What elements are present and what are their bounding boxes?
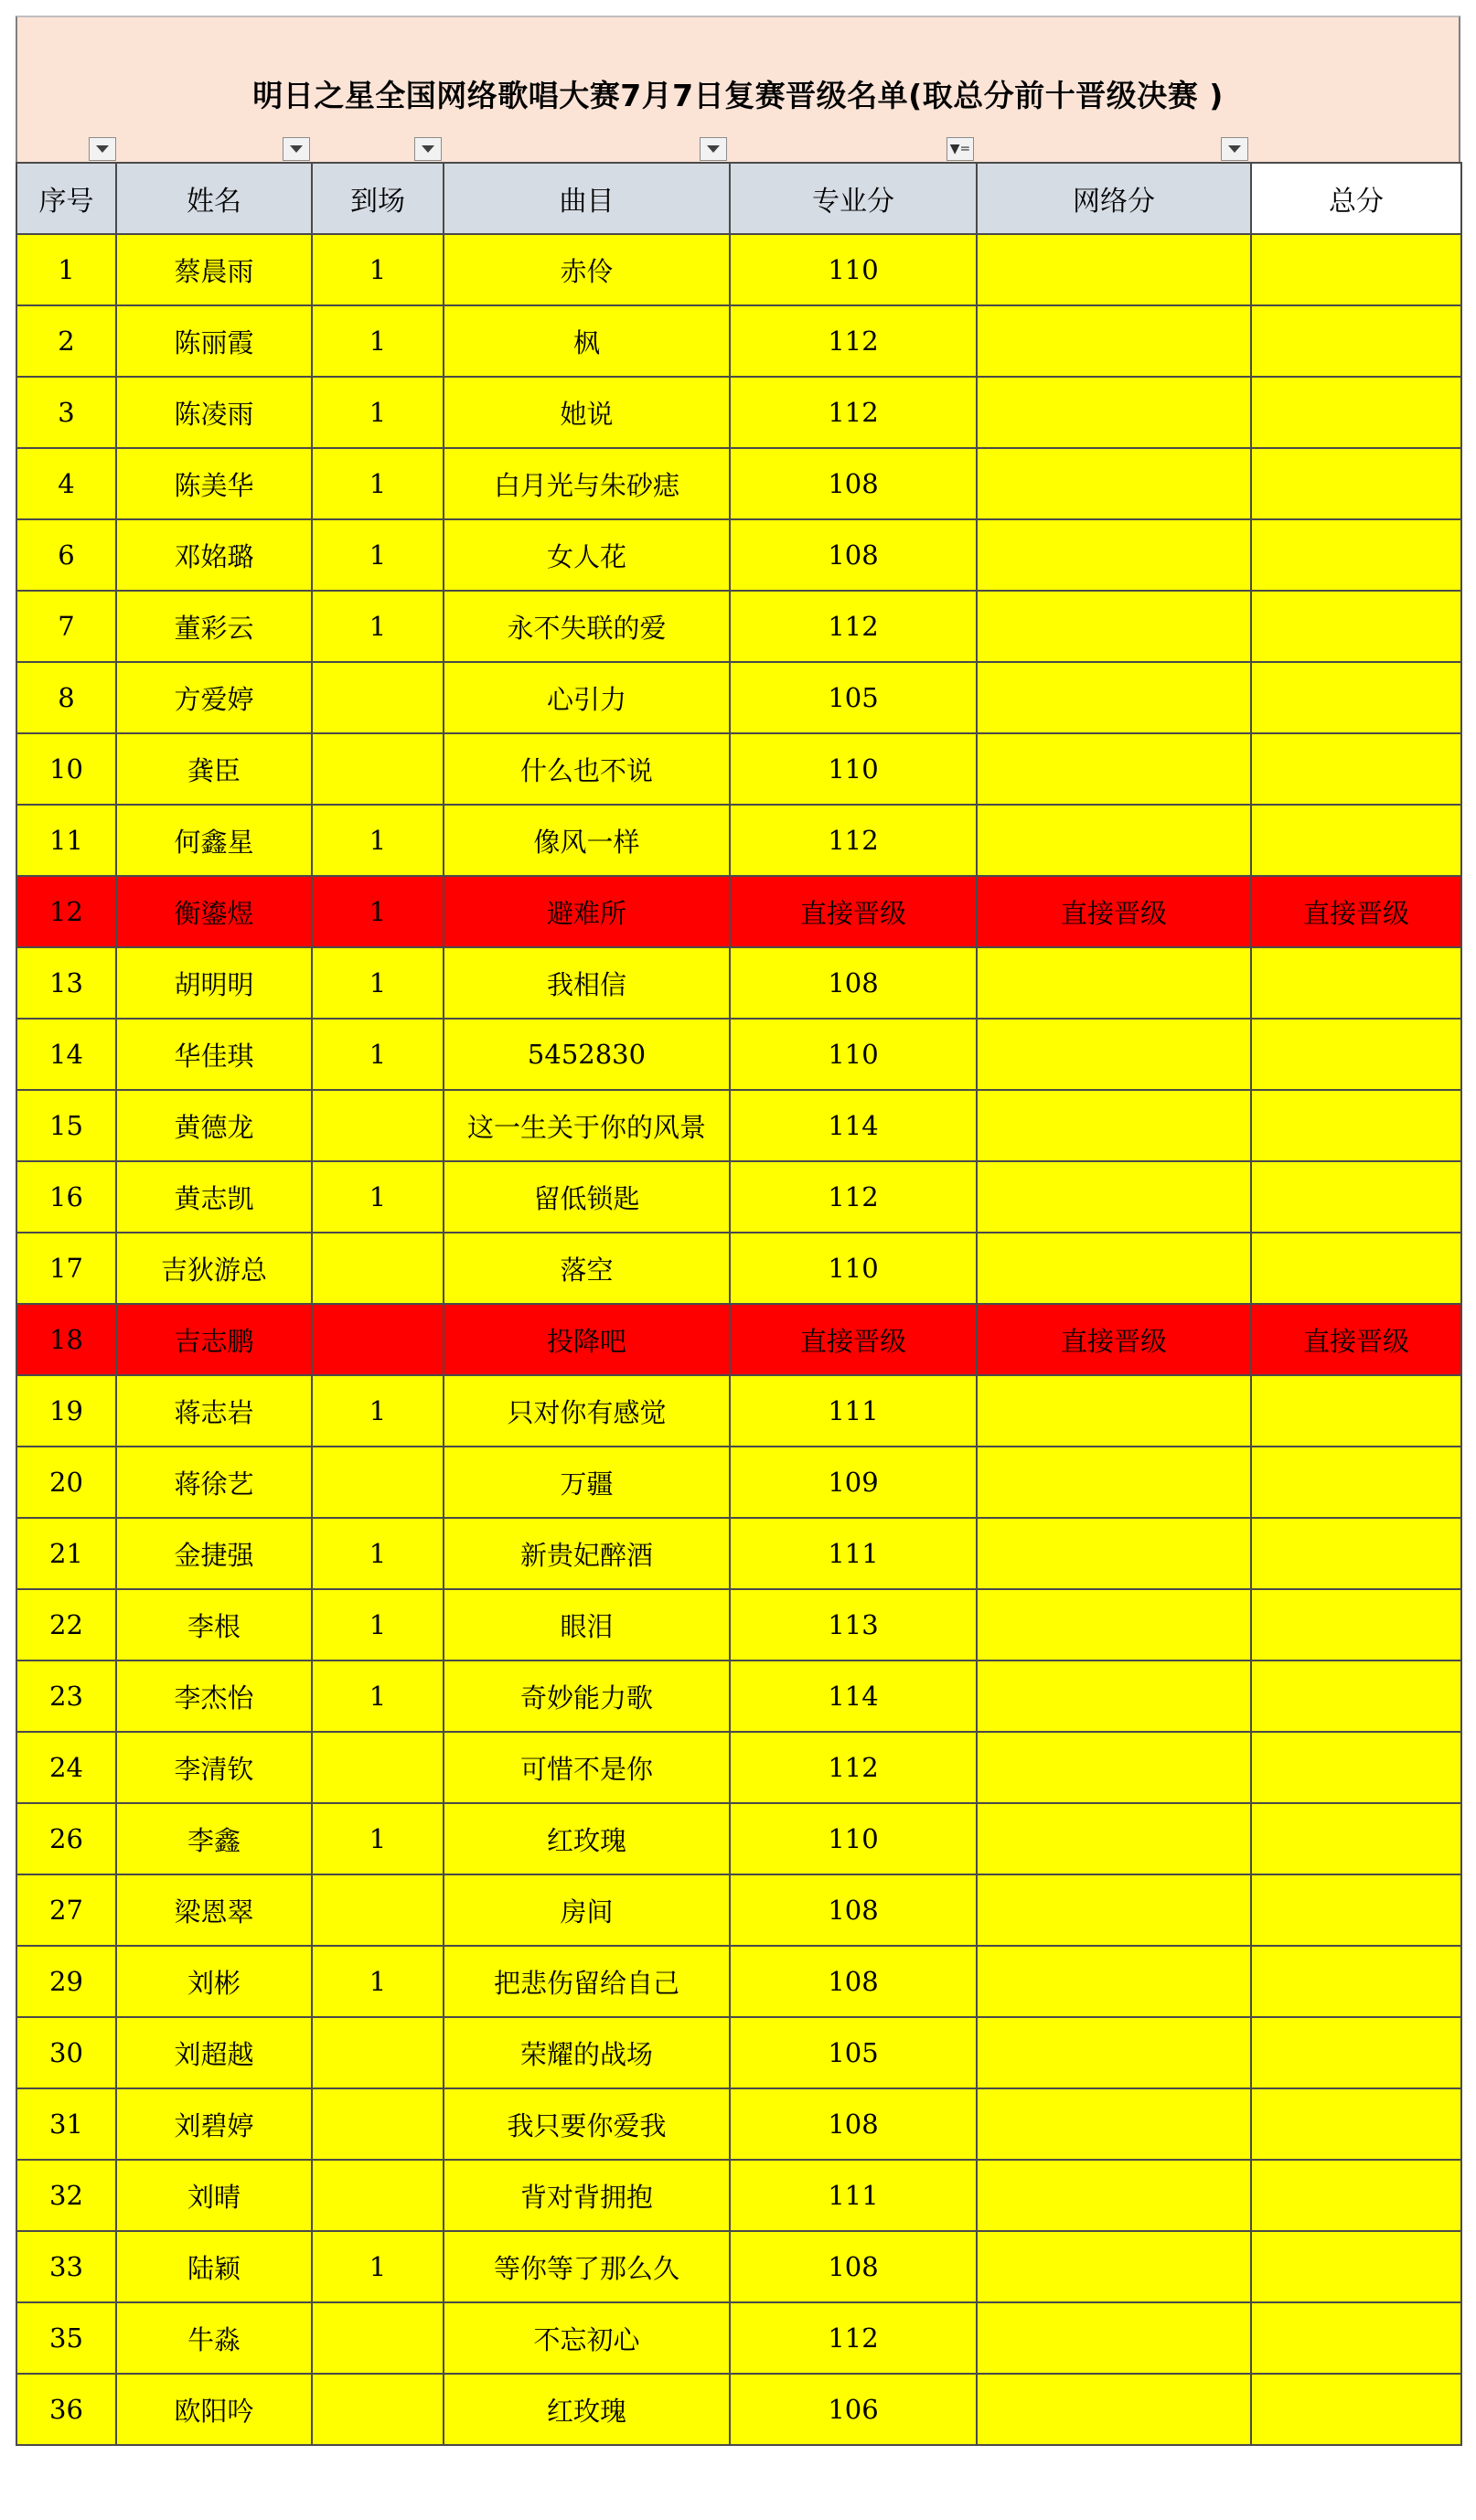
cell-song[interactable]: 荣耀的战场 [444,2017,730,2088]
cell-net-score[interactable] [977,519,1251,591]
cell-name[interactable]: 陈凌雨 [116,377,312,448]
cell-present[interactable] [312,1304,444,1375]
table-row [16,519,1461,591]
dropdown-arrow-icon [96,145,109,153]
cell-song[interactable]: 把悲伤留给自己 [444,1946,730,2017]
cell-net-score[interactable] [977,448,1251,519]
cell-name[interactable]: 刘彬 [116,1946,312,2017]
table-row [16,2302,1461,2374]
table-row [16,1019,1461,1090]
table-row [16,1090,1461,1161]
cell-present[interactable]: 1 [312,1518,444,1589]
cell-pro-score[interactable]: 114 [730,1660,977,1732]
table-row [16,1803,1461,1874]
cell-song[interactable]: 枫 [444,305,730,377]
cell-present[interactable]: 1 [312,2231,444,2302]
cell-net-score[interactable] [977,662,1251,733]
cell-net-score[interactable] [977,1803,1251,1874]
cell-net-score[interactable] [977,1518,1251,1589]
table-row [16,1946,1461,2017]
cell-present[interactable] [312,2160,444,2231]
cell-song[interactable]: 赤伶 [444,234,730,305]
header-name[interactable]: 姓名 [116,163,312,234]
cell-present[interactable]: 1 [312,1946,444,2017]
cell-total-score[interactable] [1251,519,1461,591]
cell-seq[interactable]: 15 [16,1090,116,1161]
contestant-table [16,162,1462,2446]
cell-present[interactable] [312,1447,444,1518]
cell-present[interactable] [312,1874,444,1946]
cell-seq[interactable]: 26 [16,1803,116,1874]
title-row [16,16,1460,162]
cell-present[interactable]: 1 [312,1161,444,1233]
cell-pro-score[interactable]: 112 [730,805,977,876]
cell-total-score[interactable] [1251,947,1461,1019]
cell-pro-score[interactable]: 112 [730,2302,977,2374]
table-row [16,662,1461,733]
cell-present[interactable] [312,1233,444,1304]
cell-present[interactable] [312,2017,444,2088]
table-body [16,234,1461,2445]
cell-song[interactable]: 背对背拥抱 [444,2160,730,2231]
cell-name[interactable]: 何鑫星 [116,805,312,876]
dropdown-arrow-icon [707,145,720,153]
cell-name[interactable]: 方爱婷 [116,662,312,733]
cell-song[interactable]: 只对你有感觉 [444,1375,730,1447]
cell-song[interactable]: 我相信 [444,947,730,1019]
cell-seq[interactable]: 29 [16,1946,116,2017]
dropdown-arrow-icon [1228,145,1241,153]
cell-present[interactable]: 1 [312,377,444,448]
header-song[interactable]: 曲目 [444,163,730,234]
filter-active-icon: ▼= [949,142,971,156]
cell-pro-score[interactable]: 105 [730,662,977,733]
cell-net-score[interactable]: 直接晋级 [977,1304,1251,1375]
cell-present[interactable]: 1 [312,234,444,305]
table-row [16,1589,1461,1660]
cell-pro-score[interactable]: 108 [730,519,977,591]
cell-present[interactable]: 1 [312,805,444,876]
filter-button-pro-score[interactable] [947,137,974,161]
table-row [16,234,1461,305]
cell-song[interactable]: 红玫瑰 [444,2374,730,2445]
cell-total-score[interactable] [1251,1946,1461,2017]
cell-song[interactable]: 新贵妃醉酒 [444,1518,730,1589]
filter-button-net-score[interactable] [1221,137,1248,161]
cell-total-score[interactable] [1251,1803,1461,1874]
cell-net-score[interactable] [977,1732,1251,1803]
cell-name[interactable]: 陆颖 [116,2231,312,2302]
filter-button-present[interactable] [414,137,442,161]
cell-song[interactable]: 她说 [444,377,730,448]
table-row [16,1660,1461,1732]
cell-pro-score[interactable]: 110 [730,234,977,305]
cell-pro-score[interactable]: 113 [730,1589,977,1660]
cell-total-score[interactable] [1251,1090,1461,1161]
cell-seq[interactable]: 24 [16,1732,116,1803]
cell-name[interactable]: 蒋志岩 [116,1375,312,1447]
filter-button-seq[interactable] [89,137,116,161]
table-row [16,876,1461,947]
cell-pro-score[interactable]: 108 [730,448,977,519]
cell-pro-score[interactable]: 112 [730,377,977,448]
cell-net-score[interactable] [977,591,1251,662]
cell-total-score[interactable] [1251,1660,1461,1732]
cell-name[interactable]: 李清钦 [116,1732,312,1803]
cell-total-score[interactable] [1251,1447,1461,1518]
cell-present[interactable]: 1 [312,947,444,1019]
cell-seq[interactable]: 6 [16,519,116,591]
cell-song[interactable]: 不忘初心 [444,2302,730,2374]
cell-song[interactable]: 房间 [444,1874,730,1946]
cell-net-score[interactable] [977,1375,1251,1447]
cell-seq[interactable]: 36 [16,2374,116,2445]
filter-button-song[interactable] [700,137,727,161]
table-row [16,448,1461,519]
cell-net-score[interactable] [977,2088,1251,2160]
cell-net-score[interactable] [977,234,1251,305]
cell-name[interactable]: 蔡晨雨 [116,234,312,305]
cell-total-score[interactable] [1251,591,1461,662]
cell-song[interactable]: 等你等了那么久 [444,2231,730,2302]
cell-net-score[interactable] [977,947,1251,1019]
cell-pro-score[interactable]: 109 [730,1447,977,1518]
cell-net-score[interactable] [977,1019,1251,1090]
cell-song[interactable]: 永不失联的爱 [444,591,730,662]
table-row [16,2160,1461,2231]
dropdown-arrow-icon [422,145,434,153]
cell-seq[interactable]: 12 [16,876,116,947]
cell-seq[interactable]: 17 [16,1233,116,1304]
cell-seq[interactable]: 31 [16,2088,116,2160]
cell-present[interactable] [312,1090,444,1161]
table-row [16,2374,1461,2445]
table-row [16,1161,1461,1233]
cell-name[interactable]: 李鑫 [116,1803,312,1874]
cell-pro-score[interactable]: 111 [730,1518,977,1589]
cell-name[interactable]: 刘晴 [116,2160,312,2231]
cell-net-score[interactable] [977,377,1251,448]
cell-song[interactable]: 红玫瑰 [444,1803,730,1874]
cell-net-score[interactable] [977,2160,1251,2231]
cell-net-score[interactable] [977,1874,1251,1946]
cell-song[interactable]: 落空 [444,1233,730,1304]
cell-name[interactable]: 邓姳璐 [116,519,312,591]
cell-total-score[interactable] [1251,305,1461,377]
cell-name[interactable]: 金捷强 [116,1518,312,1589]
cell-name[interactable]: 梁恩翠 [116,1874,312,1946]
cell-seq[interactable]: 20 [16,1447,116,1518]
cell-net-score[interactable] [977,2017,1251,2088]
table-row [16,1304,1461,1375]
cell-song[interactable]: 这一生关于你的风景 [444,1090,730,1161]
table-row [16,2017,1461,2088]
cell-total-score[interactable] [1251,2088,1461,2160]
cell-pro-score[interactable]: 108 [730,947,977,1019]
cell-seq[interactable]: 7 [16,591,116,662]
header-total-score[interactable]: 总分 [1251,163,1461,234]
cell-name[interactable]: 吉志鹏 [116,1304,312,1375]
cell-song[interactable]: 白月光与朱砂痣 [444,448,730,519]
cell-seq[interactable]: 2 [16,305,116,377]
cell-pro-score[interactable]: 111 [730,2160,977,2231]
cell-seq[interactable]: 8 [16,662,116,733]
cell-name[interactable]: 蒋徐艺 [116,1447,312,1518]
cell-seq[interactable]: 1 [16,234,116,305]
cell-total-score[interactable] [1251,1518,1461,1589]
cell-present[interactable]: 1 [312,1019,444,1090]
header-net-score[interactable]: 网络分 [977,163,1251,234]
header-seq[interactable]: 序号 [16,163,116,234]
cell-present[interactable]: 1 [312,1589,444,1660]
cell-pro-score[interactable]: 111 [730,1375,977,1447]
cell-present[interactable]: 1 [312,519,444,591]
spreadsheet [16,16,1460,2446]
cell-total-score[interactable] [1251,1161,1461,1233]
cell-total-score[interactable] [1251,234,1461,305]
cell-total-score[interactable] [1251,1732,1461,1803]
table-row [16,1732,1461,1803]
cell-total-score[interactable] [1251,805,1461,876]
cell-total-score[interactable] [1251,2374,1461,2445]
cell-present[interactable] [312,2374,444,2445]
cell-present[interactable]: 1 [312,1803,444,1874]
cell-pro-score[interactable]: 108 [730,1874,977,1946]
cell-net-score[interactable] [977,2302,1251,2374]
cell-total-score[interactable] [1251,1019,1461,1090]
cell-seq[interactable]: 35 [16,2302,116,2374]
table-row [16,805,1461,876]
dropdown-arrow-icon [290,145,303,153]
cell-net-score[interactable] [977,2374,1251,2445]
cell-name[interactable]: 牛淼 [116,2302,312,2374]
cell-total-score[interactable] [1251,662,1461,733]
cell-total-score[interactable]: 直接晋级 [1251,1304,1461,1375]
cell-present[interactable]: 1 [312,1375,444,1447]
cell-pro-score[interactable]: 112 [730,305,977,377]
cell-seq[interactable]: 32 [16,2160,116,2231]
cell-pro-score[interactable]: 108 [730,2088,977,2160]
cell-name[interactable]: 黄德龙 [116,1090,312,1161]
cell-total-score[interactable] [1251,733,1461,805]
cell-net-score[interactable] [977,1090,1251,1161]
cell-seq[interactable]: 11 [16,805,116,876]
cell-present[interactable]: 1 [312,305,444,377]
cell-present[interactable] [312,2302,444,2374]
cell-name[interactable]: 黄志凯 [116,1161,312,1233]
cell-net-score[interactable] [977,305,1251,377]
table-row [16,377,1461,448]
cell-net-score[interactable] [977,1946,1251,2017]
cell-pro-score[interactable]: 110 [730,1803,977,1874]
cell-song[interactable]: 万疆 [444,1447,730,1518]
table-row [16,2088,1461,2160]
cell-total-score[interactable] [1251,377,1461,448]
cell-total-score[interactable] [1251,1874,1461,1946]
cell-song[interactable]: 避难所 [444,876,730,947]
cell-song[interactable]: 像风一样 [444,805,730,876]
cell-pro-score[interactable]: 直接晋级 [730,1304,977,1375]
cell-seq[interactable]: 14 [16,1019,116,1090]
cell-total-score[interactable] [1251,1375,1461,1447]
cell-seq[interactable]: 22 [16,1589,116,1660]
cell-pro-score[interactable]: 112 [730,1732,977,1803]
cell-name[interactable]: 李杰怡 [116,1660,312,1732]
cell-pro-score[interactable]: 114 [730,1090,977,1161]
cell-song[interactable]: 女人花 [444,519,730,591]
cell-name[interactable]: 李根 [116,1589,312,1660]
cell-net-score[interactable] [977,1589,1251,1660]
table-row [16,1447,1461,1518]
cell-pro-score[interactable]: 110 [730,1019,977,1090]
cell-song[interactable]: 什么也不说 [444,733,730,805]
cell-seq[interactable]: 4 [16,448,116,519]
cell-present[interactable]: 1 [312,591,444,662]
cell-name[interactable]: 董彩云 [116,591,312,662]
cell-total-score[interactable] [1251,2017,1461,2088]
table-row [16,1375,1461,1447]
cell-total-score[interactable] [1251,1589,1461,1660]
cell-present[interactable]: 1 [312,448,444,519]
cell-seq[interactable]: 27 [16,1874,116,1946]
table-row [16,305,1461,377]
cell-total-score[interactable] [1251,2231,1461,2302]
cell-total-score[interactable]: 直接晋级 [1251,876,1461,947]
table-row [16,591,1461,662]
table-row [16,1518,1461,1589]
cell-pro-score[interactable]: 108 [730,1946,977,2017]
cell-seq[interactable]: 3 [16,377,116,448]
cell-total-score[interactable] [1251,2160,1461,2231]
cell-name[interactable]: 陈丽霞 [116,305,312,377]
cell-present[interactable] [312,662,444,733]
cell-seq[interactable]: 13 [16,947,116,1019]
cell-net-score[interactable] [977,1447,1251,1518]
cell-seq[interactable]: 33 [16,2231,116,2302]
cell-present[interactable] [312,1732,444,1803]
cell-name[interactable]: 刘碧婷 [116,2088,312,2160]
cell-name[interactable]: 胡明明 [116,947,312,1019]
table-row [16,1874,1461,1946]
cell-seq[interactable]: 18 [16,1304,116,1375]
cell-seq[interactable]: 23 [16,1660,116,1732]
table-row [16,2231,1461,2302]
cell-name[interactable]: 龚臣 [116,733,312,805]
cell-seq[interactable]: 30 [16,2017,116,2088]
filter-button-name[interactable] [283,137,310,161]
cell-present[interactable] [312,733,444,805]
cell-song[interactable]: 投降吧 [444,1304,730,1375]
cell-present[interactable]: 1 [312,876,444,947]
cell-pro-score[interactable]: 105 [730,2017,977,2088]
cell-song[interactable]: 可惜不是你 [444,1732,730,1803]
cell-net-score[interactable] [977,1660,1251,1732]
cell-pro-score[interactable]: 112 [730,591,977,662]
cell-present[interactable]: 1 [312,1660,444,1732]
table-row [16,1233,1461,1304]
cell-pro-score[interactable]: 106 [730,2374,977,2445]
cell-seq[interactable]: 16 [16,1161,116,1233]
header-row [16,163,1461,234]
header-present[interactable]: 到场 [312,163,444,234]
cell-pro-score[interactable]: 110 [730,1233,977,1304]
cell-pro-score[interactable]: 直接晋级 [730,876,977,947]
cell-seq[interactable]: 19 [16,1375,116,1447]
cell-seq[interactable]: 21 [16,1518,116,1589]
cell-song[interactable]: 5452830 [444,1019,730,1090]
cell-name[interactable]: 衡鎏煜 [116,876,312,947]
cell-net-score[interactable] [977,2231,1251,2302]
cell-name[interactable]: 华佳琪 [116,1019,312,1090]
cell-pro-score[interactable]: 108 [730,2231,977,2302]
cell-present[interactable] [312,2088,444,2160]
cell-total-score[interactable] [1251,1233,1461,1304]
cell-pro-score[interactable]: 110 [730,733,977,805]
cell-name[interactable]: 吉狄游总 [116,1233,312,1304]
table-row [16,733,1461,805]
cell-total-score[interactable] [1251,448,1461,519]
cell-name[interactable]: 陈美华 [116,448,312,519]
cell-net-score[interactable] [977,805,1251,876]
cell-seq[interactable]: 10 [16,733,116,805]
cell-song[interactable]: 奇妙能力歌 [444,1660,730,1732]
cell-song[interactable]: 心引力 [444,662,730,733]
cell-net-score[interactable] [977,1233,1251,1304]
sheet-title: 明日之星全国网络歌唱大赛7月7日复赛晋级名单(取总分前十晋级决赛 ) [252,78,1224,113]
cell-song[interactable]: 我只要你爱我 [444,2088,730,2160]
cell-total-score[interactable] [1251,2302,1461,2374]
cell-name[interactable]: 刘超越 [116,2017,312,2088]
cell-net-score[interactable] [977,733,1251,805]
cell-pro-score[interactable]: 112 [730,1161,977,1233]
cell-song[interactable]: 留低锁匙 [444,1161,730,1233]
cell-name[interactable]: 欧阳吟 [116,2374,312,2445]
cell-song[interactable]: 眼泪 [444,1589,730,1660]
header-pro-score[interactable]: 专业分 [730,163,977,234]
cell-net-score[interactable] [977,1161,1251,1233]
cell-net-score[interactable]: 直接晋级 [977,876,1251,947]
table-row [16,947,1461,1019]
